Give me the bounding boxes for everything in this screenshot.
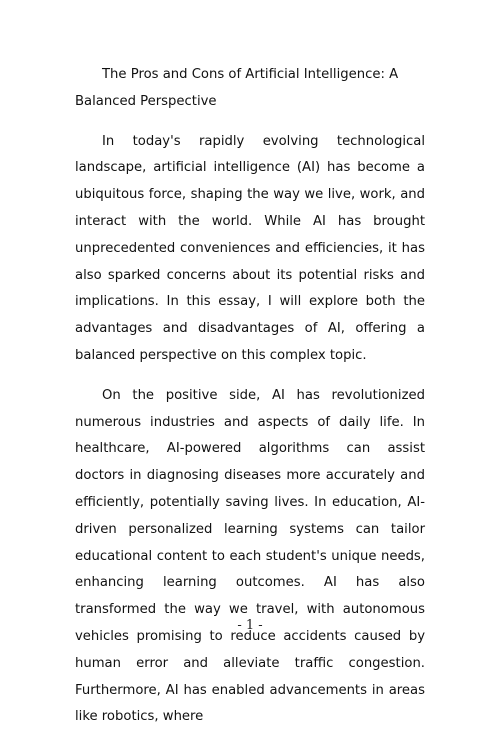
document-body <box>75 62 425 744</box>
paragraph-intro: In today's rapidly evolving technological landscape, artificial intelligence (AI) has become a ubiquitous force, shaping the way we live, work, and interact with the world. While AI has brought unprecedented conveniences and efficiencies, it has also sparked concerns about its potential risks and implications. In this essay, I will explore both the advantages and disadvantages of AI, offering a balanced perspective on this complex topic. <box>75 133 425 363</box>
page-number: - 1 - <box>237 618 263 633</box>
document-title: The Pros and Cons of Artificial Intelligence: A Balanced Perspective <box>75 67 399 109</box>
paragraph-positive-side: On the positive side, AI has revolutionized numerous industries and aspects of daily life. In healthcare, AI-powered algorithms can assist doctors in diagnosing diseases more accurately and efficiently, potentially saving lives. In education, AI-driven personalized learning systems can tailor educational content to each student's unique needs, enhancing learning outcomes. AI has also transformed the way we travel, with autonomous vehicles promising to reduce accidents caused by human error and alleviate traffic congestion. Furthermore, AI has enabled advancements in areas like robotics, where <box>75 387 425 725</box>
